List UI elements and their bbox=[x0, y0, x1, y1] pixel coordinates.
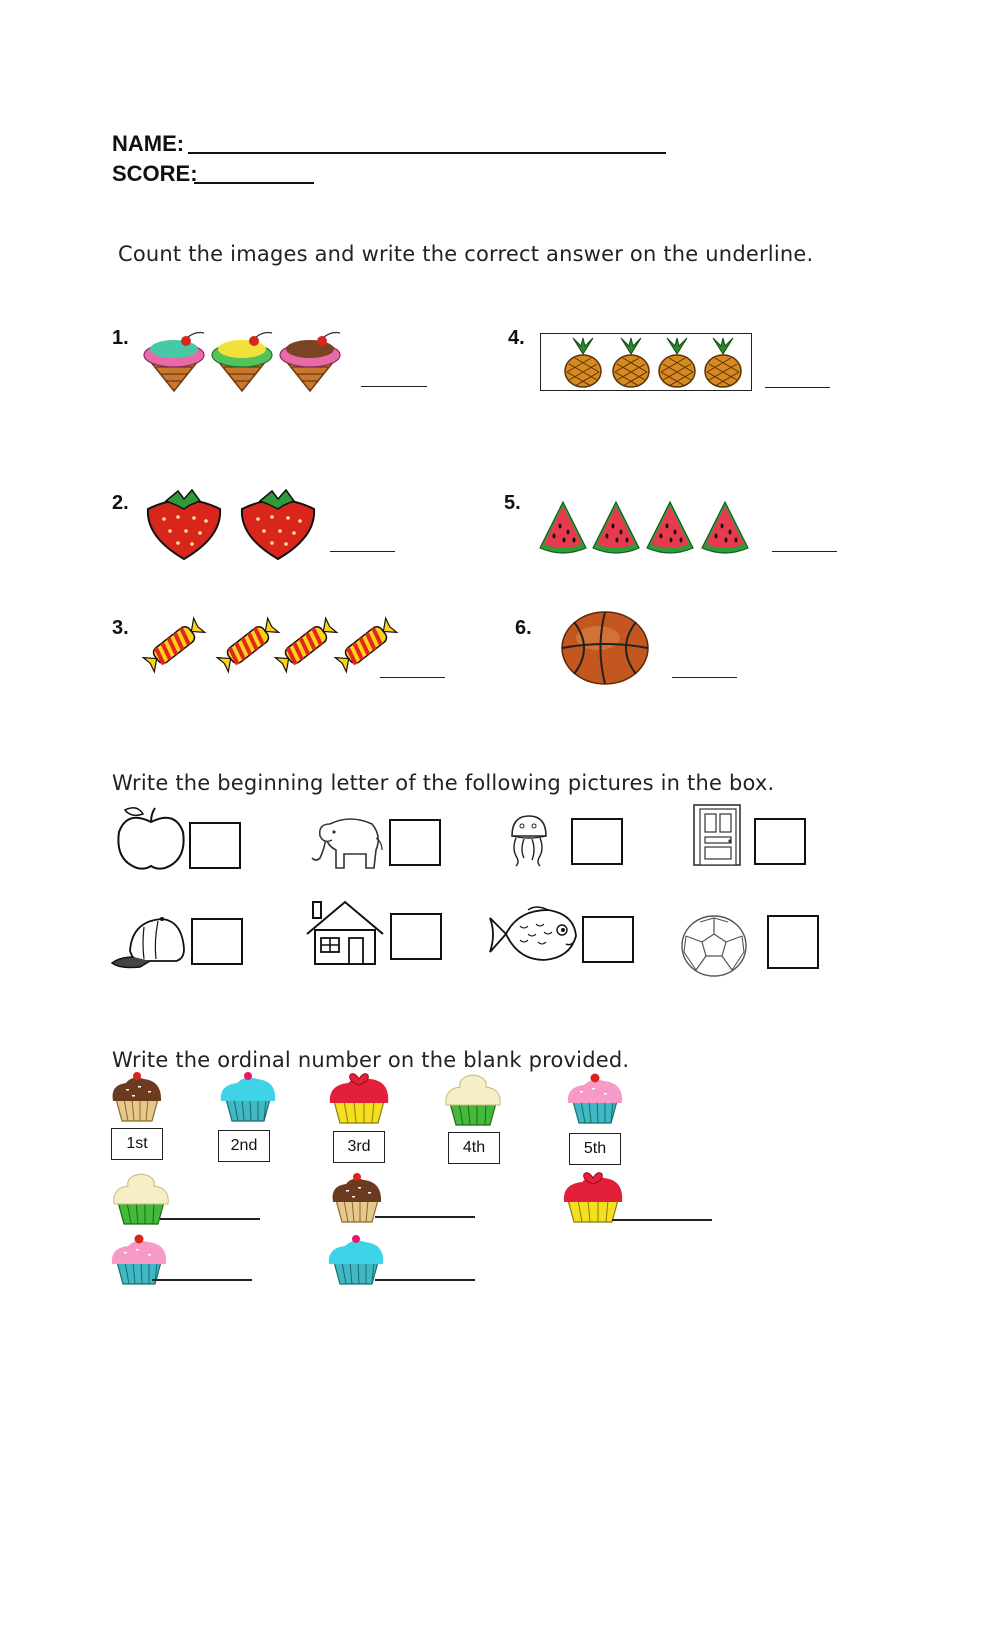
letter-box-house[interactable] bbox=[390, 913, 442, 960]
answer-blank-3[interactable] bbox=[380, 677, 445, 678]
ordinal-answer-blank[interactable] bbox=[612, 1219, 712, 1221]
section2-instruction: Write the beginning letter of the following pictures in the box. bbox=[112, 771, 775, 795]
cupcake-green-icon bbox=[444, 1071, 502, 1127]
candy-icon bbox=[142, 612, 206, 678]
answer-blank-2[interactable] bbox=[330, 551, 395, 552]
jellyfish-icon bbox=[508, 814, 550, 866]
item-number: 2. bbox=[112, 492, 129, 514]
answer-blank-5[interactable] bbox=[772, 551, 837, 552]
item-number: 1. bbox=[112, 327, 129, 349]
ordinal-label: 5th bbox=[569, 1133, 621, 1165]
candy-icon bbox=[216, 612, 280, 678]
pineapple-icon bbox=[609, 338, 653, 388]
pineapple-icon bbox=[561, 338, 605, 388]
ordinal-label: 1st bbox=[111, 1128, 163, 1160]
basketball-icon bbox=[560, 610, 650, 686]
soccer-ball-icon bbox=[680, 914, 748, 978]
elephant-icon bbox=[310, 810, 384, 874]
score-label: SCORE: bbox=[112, 161, 198, 186]
cupcake-chocolate-icon bbox=[110, 1071, 164, 1123]
section1-instruction: Count the images and write the correct answer on the underline. bbox=[118, 242, 814, 266]
item-number: 4. bbox=[508, 327, 525, 349]
candy-icon bbox=[274, 612, 338, 678]
strawberry-icon bbox=[236, 487, 320, 561]
answer-blank-4[interactable] bbox=[765, 387, 830, 388]
apple-icon bbox=[115, 804, 187, 872]
strawberry-icon bbox=[142, 487, 226, 561]
cupcake-blue-icon bbox=[219, 1071, 277, 1123]
fish-icon bbox=[488, 904, 578, 966]
letter-box-cap[interactable] bbox=[191, 918, 243, 965]
ordinal-answer-blank[interactable] bbox=[375, 1216, 475, 1218]
item-number: 5. bbox=[504, 492, 521, 514]
letter-box-fish[interactable] bbox=[582, 916, 634, 963]
letter-box-door[interactable] bbox=[754, 818, 806, 865]
ordinal-answer-blank[interactable] bbox=[375, 1279, 475, 1281]
item-number: 3. bbox=[112, 617, 129, 639]
section3-instruction: Write the ordinal number on the blank provided. bbox=[112, 1048, 630, 1072]
cupcake-red-icon bbox=[562, 1170, 624, 1224]
letter-box-apple[interactable] bbox=[189, 822, 241, 869]
answer-blank-1[interactable] bbox=[361, 386, 427, 387]
watermelon-icon bbox=[700, 500, 750, 556]
cupcake-red-icon bbox=[328, 1071, 390, 1125]
candy-icon bbox=[334, 612, 398, 678]
answer-blank-6[interactable] bbox=[672, 677, 737, 678]
ordinal-answer-blank[interactable] bbox=[152, 1279, 252, 1281]
letter-box-jellyfish[interactable] bbox=[571, 818, 623, 865]
ice-cream-icon bbox=[140, 333, 208, 393]
letter-box-elephant[interactable] bbox=[389, 819, 441, 866]
ordinal-label: 4th bbox=[448, 1132, 500, 1164]
score-field[interactable] bbox=[194, 182, 314, 184]
name-label: NAME: bbox=[112, 131, 185, 156]
cupcake-blue-icon bbox=[327, 1232, 385, 1286]
watermelon-icon bbox=[645, 500, 695, 556]
cupcake-pink-icon bbox=[110, 1232, 168, 1286]
watermelon-icon bbox=[538, 500, 588, 556]
ordinal-label: 3rd bbox=[333, 1131, 385, 1163]
ice-cream-icon bbox=[208, 333, 276, 393]
ordinal-label: 2nd bbox=[218, 1130, 270, 1162]
watermelon-icon bbox=[591, 500, 641, 556]
door-icon bbox=[692, 803, 742, 867]
ordinal-answer-blank[interactable] bbox=[160, 1218, 260, 1220]
ice-cream-icon bbox=[276, 333, 344, 393]
house-icon bbox=[305, 900, 385, 966]
cap-icon bbox=[110, 913, 186, 969]
item-number: 6. bbox=[515, 617, 532, 639]
cupcake-pink-icon bbox=[566, 1071, 624, 1125]
name-field[interactable] bbox=[188, 152, 666, 154]
pineapple-icon bbox=[655, 338, 699, 388]
pineapple-icon bbox=[701, 338, 745, 388]
letter-box-ball[interactable] bbox=[767, 915, 819, 969]
